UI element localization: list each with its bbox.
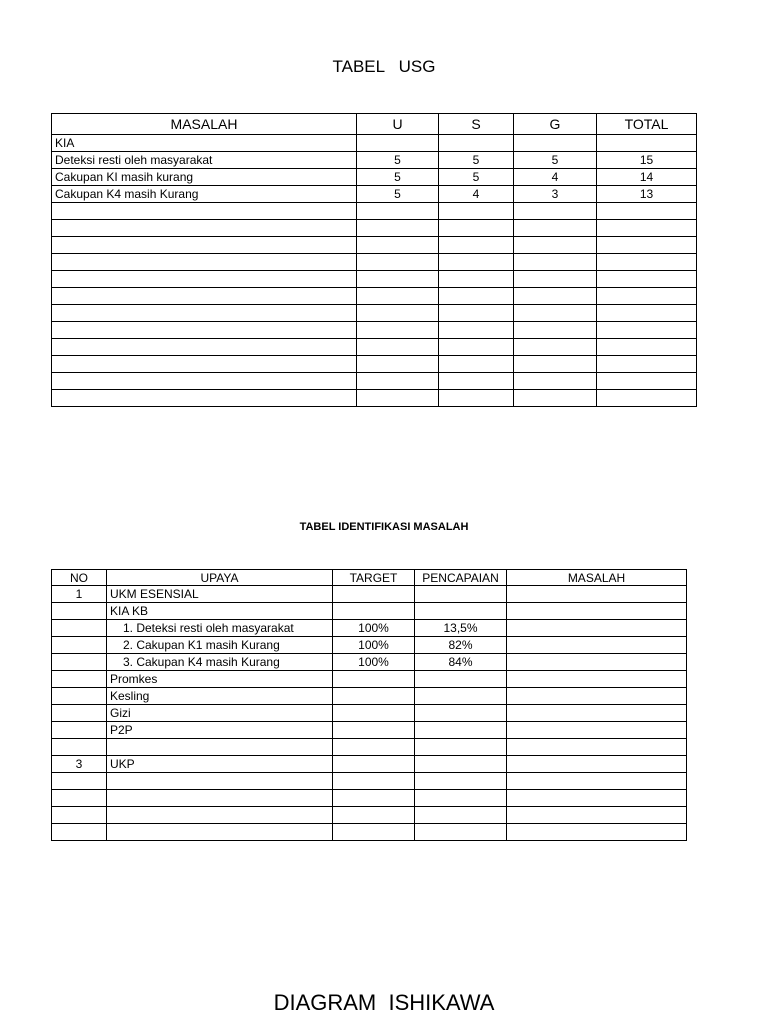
identifikasi-cell-no — [52, 620, 107, 637]
usg-table-row — [52, 237, 697, 254]
identifikasi-table — [51, 569, 687, 841]
usg-table-row — [52, 305, 697, 322]
usg-cell-total — [597, 339, 697, 356]
identifikasi-cell-upaya: Gizi — [107, 705, 333, 722]
identifikasi-cell-upaya — [107, 739, 333, 756]
usg-cell-total: 13 — [597, 186, 697, 203]
usg-cell-total — [597, 254, 697, 271]
usg-cell-s: 5 — [439, 152, 514, 169]
identifikasi-table-row — [52, 756, 687, 773]
usg-cell-s — [439, 254, 514, 271]
usg-table-row — [52, 339, 697, 356]
identifikasi-cell-masalah — [507, 688, 687, 705]
identifikasi-cell-masalah — [507, 654, 687, 671]
usg-cell-s: 4 — [439, 186, 514, 203]
identifikasi-header-pencapaian: PENCAPAIAN — [415, 570, 507, 586]
usg-cell-u — [357, 135, 439, 152]
identifikasi-cell-pencapaian — [415, 739, 507, 756]
identifikasi-cell-pencapaian: 84% — [415, 654, 507, 671]
identifikasi-cell-no — [52, 671, 107, 688]
usg-header-total: TOTAL — [597, 114, 697, 135]
identifikasi-cell-no — [52, 654, 107, 671]
usg-header-g: G — [514, 114, 597, 135]
identifikasi-table-row — [52, 620, 687, 637]
usg-table-row — [52, 254, 697, 271]
identifikasi-table-row — [52, 790, 687, 807]
usg-cell-masalah: Deteksi resti oleh masyarakat — [52, 152, 357, 169]
usg-table-row — [52, 356, 697, 373]
identifikasi-cell-pencapaian — [415, 790, 507, 807]
identifikasi-cell-upaya: 3. Cakupan K4 masih Kurang — [107, 654, 333, 671]
identifikasi-cell-target — [333, 739, 415, 756]
usg-cell-s — [439, 390, 514, 407]
identifikasi-table-row — [52, 671, 687, 688]
identifikasi-cell-pencapaian — [415, 773, 507, 790]
usg-table-row — [52, 135, 697, 152]
usg-header-masalah: MASALAH — [52, 114, 357, 135]
identifikasi-table-row — [52, 824, 687, 841]
usg-cell-masalah — [52, 220, 357, 237]
usg-cell-total — [597, 135, 697, 152]
usg-cell-total — [597, 271, 697, 288]
identifikasi-cell-masalah — [507, 824, 687, 841]
identifikasi-cell-target — [333, 603, 415, 620]
identifikasi-cell-upaya — [107, 790, 333, 807]
usg-table-row — [52, 220, 697, 237]
usg-cell-s — [439, 373, 514, 390]
usg-table-row — [52, 288, 697, 305]
identifikasi-cell-no — [52, 824, 107, 841]
usg-cell-u — [357, 220, 439, 237]
usg-cell-g — [514, 237, 597, 254]
usg-cell-g — [514, 135, 597, 152]
usg-cell-u — [357, 305, 439, 322]
identifikasi-cell-masalah — [507, 739, 687, 756]
usg-table-row — [52, 169, 697, 186]
usg-cell-total — [597, 356, 697, 373]
usg-header-u: U — [357, 114, 439, 135]
identifikasi-cell-no — [52, 637, 107, 654]
usg-header-s: S — [439, 114, 514, 135]
identifikasi-table-body — [52, 586, 687, 841]
usg-cell-s — [439, 135, 514, 152]
identifikasi-cell-upaya: UKP — [107, 756, 333, 773]
usg-cell-u — [357, 237, 439, 254]
identifikasi-cell-masalah — [507, 790, 687, 807]
identifikasi-cell-target: 100% — [333, 654, 415, 671]
usg-cell-u — [357, 390, 439, 407]
identifikasi-cell-pencapaian — [415, 756, 507, 773]
identifikasi-cell-target — [333, 773, 415, 790]
usg-cell-g — [514, 305, 597, 322]
usg-cell-total — [597, 305, 697, 322]
usg-table-row — [52, 186, 697, 203]
usg-cell-g — [514, 254, 597, 271]
identifikasi-cell-target: 100% — [333, 637, 415, 654]
identifikasi-cell-masalah — [507, 705, 687, 722]
usg-cell-s — [439, 220, 514, 237]
identifikasi-cell-upaya: Promkes — [107, 671, 333, 688]
identifikasi-table-row — [52, 637, 687, 654]
identifikasi-table-title: TABEL IDENTIFIKASI MASALAH — [299, 521, 469, 533]
identifikasi-cell-masalah — [507, 722, 687, 739]
identifikasi-cell-masalah — [507, 756, 687, 773]
usg-cell-masalah — [52, 356, 357, 373]
usg-table — [51, 113, 697, 407]
ishikawa-diagram-title: DIAGRAM ISHIKAWA — [273, 990, 495, 1015]
usg-cell-masalah — [52, 237, 357, 254]
usg-table-body — [52, 135, 697, 407]
usg-cell-total: 14 — [597, 169, 697, 186]
usg-table-row — [52, 390, 697, 407]
identifikasi-cell-no — [52, 790, 107, 807]
usg-cell-u — [357, 203, 439, 220]
identifikasi-cell-upaya: KIA KB — [107, 603, 333, 620]
usg-cell-g: 3 — [514, 186, 597, 203]
usg-cell-total — [597, 373, 697, 390]
usg-cell-masalah — [52, 288, 357, 305]
identifikasi-cell-upaya: Kesling — [107, 688, 333, 705]
identifikasi-cell-masalah — [507, 603, 687, 620]
usg-cell-total — [597, 288, 697, 305]
usg-table-row — [52, 373, 697, 390]
usg-cell-u — [357, 322, 439, 339]
usg-cell-s — [439, 288, 514, 305]
identifikasi-header-row — [52, 570, 687, 586]
identifikasi-cell-upaya — [107, 807, 333, 824]
usg-cell-total — [597, 390, 697, 407]
usg-table-title: TABEL USG — [332, 57, 436, 76]
usg-cell-s — [439, 305, 514, 322]
identifikasi-table-row — [52, 603, 687, 620]
usg-cell-total — [597, 322, 697, 339]
usg-cell-g — [514, 220, 597, 237]
identifikasi-cell-target — [333, 790, 415, 807]
usg-cell-total — [597, 220, 697, 237]
usg-cell-u — [357, 254, 439, 271]
identifikasi-table-row — [52, 688, 687, 705]
identifikasi-cell-pencapaian — [415, 722, 507, 739]
usg-cell-s — [439, 237, 514, 254]
usg-cell-masalah — [52, 322, 357, 339]
identifikasi-cell-pencapaian — [415, 671, 507, 688]
identifikasi-cell-target — [333, 671, 415, 688]
usg-cell-masalah: KIA — [52, 135, 357, 152]
identifikasi-cell-upaya — [107, 824, 333, 841]
usg-cell-g: 5 — [514, 152, 597, 169]
identifikasi-header-upaya: UPAYA — [107, 570, 333, 586]
identifikasi-cell-no — [52, 807, 107, 824]
identifikasi-cell-no — [52, 603, 107, 620]
identifikasi-cell-pencapaian — [415, 824, 507, 841]
identifikasi-table-row — [52, 739, 687, 756]
identifikasi-cell-no — [52, 722, 107, 739]
usg-cell-g — [514, 271, 597, 288]
identifikasi-cell-upaya: 2. Cakupan K1 masih Kurang — [107, 637, 333, 654]
usg-cell-s — [439, 203, 514, 220]
usg-cell-g — [514, 390, 597, 407]
usg-table-row — [52, 152, 697, 169]
identifikasi-cell-masalah — [507, 671, 687, 688]
usg-cell-s — [439, 271, 514, 288]
identifikasi-header-target: TARGET — [333, 570, 415, 586]
usg-cell-s — [439, 322, 514, 339]
identifikasi-cell-no — [52, 739, 107, 756]
identifikasi-cell-upaya: P2P — [107, 722, 333, 739]
identifikasi-cell-no: 3 — [52, 756, 107, 773]
usg-table-row — [52, 271, 697, 288]
identifikasi-cell-masalah — [507, 773, 687, 790]
usg-table-row — [52, 203, 697, 220]
identifikasi-cell-target — [333, 705, 415, 722]
usg-cell-total — [597, 237, 697, 254]
identifikasi-cell-pencapaian — [415, 705, 507, 722]
identifikasi-cell-masalah — [507, 807, 687, 824]
usg-cell-u: 5 — [357, 186, 439, 203]
usg-cell-masalah — [52, 254, 357, 271]
identifikasi-cell-pencapaian: 82% — [415, 637, 507, 654]
identifikasi-cell-target — [333, 807, 415, 824]
identifikasi-cell-target — [333, 722, 415, 739]
usg-cell-masalah — [52, 339, 357, 356]
usg-cell-g: 4 — [514, 169, 597, 186]
identifikasi-cell-no — [52, 705, 107, 722]
usg-cell-g — [514, 339, 597, 356]
identifikasi-cell-target — [333, 688, 415, 705]
identifikasi-table-row — [52, 773, 687, 790]
identifikasi-cell-pencapaian — [415, 603, 507, 620]
identifikasi-cell-pencapaian: 13,5% — [415, 620, 507, 637]
identifikasi-header-no: NO — [52, 570, 107, 586]
usg-cell-g — [514, 288, 597, 305]
usg-cell-masalah — [52, 305, 357, 322]
identifikasi-table-row — [52, 654, 687, 671]
usg-cell-masalah — [52, 390, 357, 407]
usg-cell-masalah — [52, 373, 357, 390]
identifikasi-cell-target — [333, 756, 415, 773]
usg-cell-u: 5 — [357, 152, 439, 169]
usg-header-row — [52, 114, 697, 135]
identifikasi-cell-upaya: UKM ESENSIAL — [107, 586, 333, 603]
usg-cell-u — [357, 373, 439, 390]
identifikasi-table-row — [52, 705, 687, 722]
usg-cell-masalah: Cakupan KI masih kurang — [52, 169, 357, 186]
usg-cell-g — [514, 203, 597, 220]
usg-cell-u — [357, 356, 439, 373]
identifikasi-table-row — [52, 722, 687, 739]
usg-cell-s — [439, 339, 514, 356]
usg-cell-g — [514, 356, 597, 373]
usg-cell-g — [514, 373, 597, 390]
identifikasi-cell-target: 100% — [333, 620, 415, 637]
usg-cell-total — [597, 203, 697, 220]
usg-cell-u — [357, 271, 439, 288]
identifikasi-cell-upaya: 1. Deteksi resti oleh masyarakat — [107, 620, 333, 637]
identifikasi-cell-pencapaian — [415, 586, 507, 603]
usg-table-row — [52, 322, 697, 339]
identifikasi-cell-masalah — [507, 586, 687, 603]
identifikasi-table-row — [52, 807, 687, 824]
usg-cell-masalah — [52, 271, 357, 288]
usg-cell-s: 5 — [439, 169, 514, 186]
identifikasi-cell-masalah — [507, 637, 687, 654]
identifikasi-cell-target — [333, 586, 415, 603]
identifikasi-cell-pencapaian — [415, 807, 507, 824]
usg-cell-total: 15 — [597, 152, 697, 169]
usg-cell-g — [514, 322, 597, 339]
usg-cell-u: 5 — [357, 169, 439, 186]
usg-cell-masalah: Cakupan K4 masih Kurang — [52, 186, 357, 203]
usg-cell-u — [357, 339, 439, 356]
identifikasi-cell-no: 1 — [52, 586, 107, 603]
usg-cell-masalah — [52, 203, 357, 220]
usg-cell-u — [357, 288, 439, 305]
identifikasi-cell-target — [333, 824, 415, 841]
identifikasi-table-row — [52, 586, 687, 603]
identifikasi-cell-masalah — [507, 620, 687, 637]
identifikasi-header-masalah: MASALAH — [507, 570, 687, 586]
identifikasi-cell-upaya — [107, 773, 333, 790]
identifikasi-cell-no — [52, 688, 107, 705]
identifikasi-cell-pencapaian — [415, 688, 507, 705]
identifikasi-cell-no — [52, 773, 107, 790]
usg-cell-s — [439, 356, 514, 373]
